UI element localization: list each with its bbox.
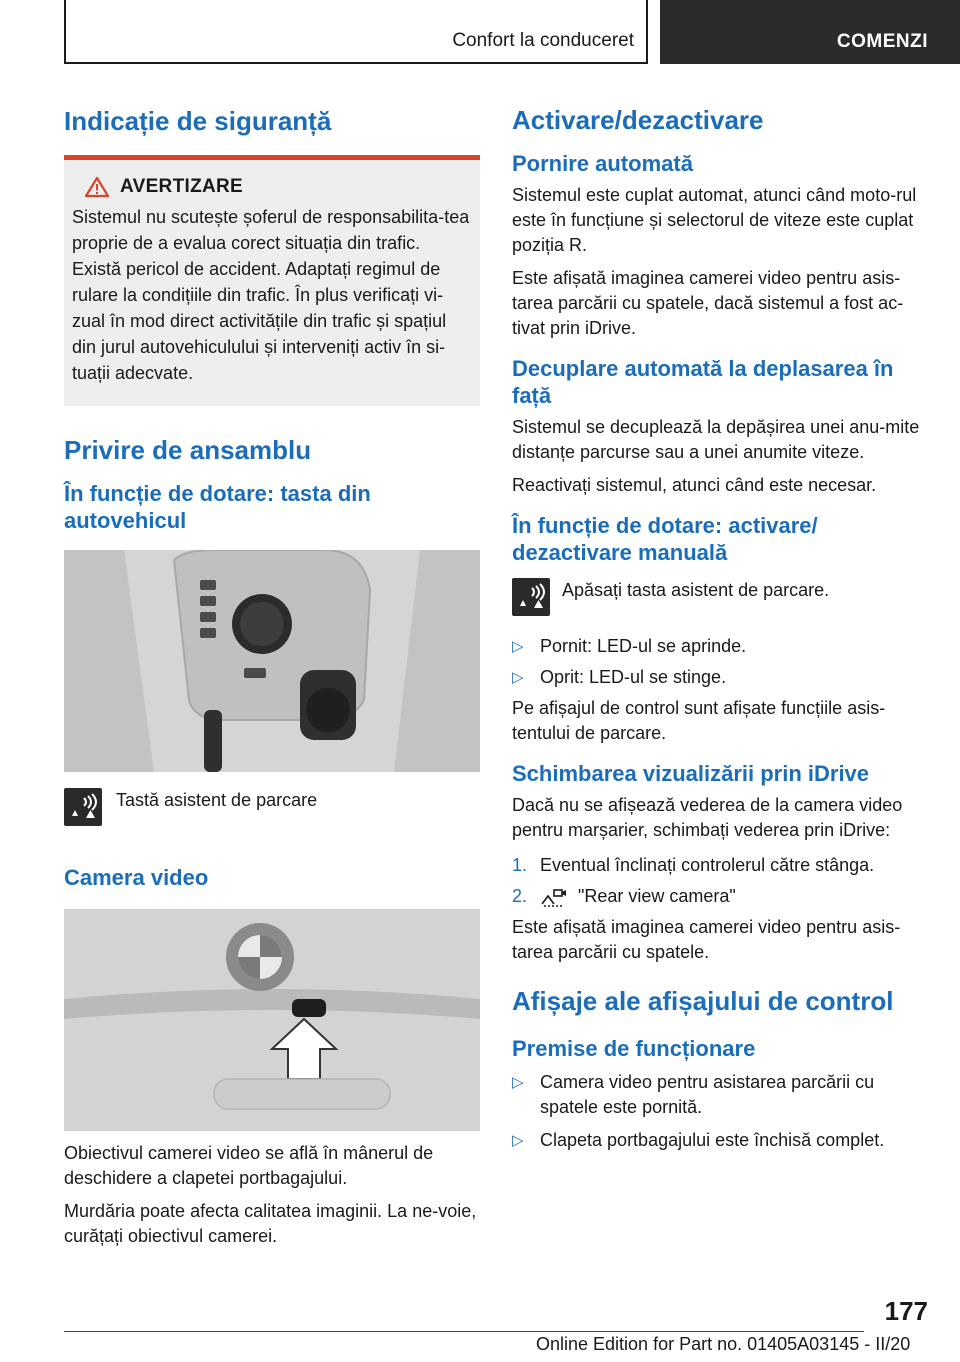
heading-auto-on: Pornire automată — [512, 151, 693, 176]
camera-photo — [64, 909, 480, 1131]
button-caption-row — [64, 788, 480, 826]
list-item — [512, 634, 928, 659]
heading-auto-off: Decuplare automată la deplasarea în față — [512, 356, 894, 408]
heading-switch-view: Schimbarea vizualizării prin iDrive — [512, 761, 870, 786]
header-chapter-tab — [660, 0, 960, 64]
auto-on-text-2: Este afișată imaginea camerei video pentru asis-tarea parcării cu spatele, dacă sistemul a fost ac-tivat prin iDrive. — [512, 268, 904, 338]
step-number: 1. — [512, 855, 528, 875]
heading-button: În funcție de dotare: tasta din autovehicul — [64, 481, 371, 533]
step-text: "Rear view camera" — [578, 886, 736, 906]
manual-icon-text: Apăsați tasta asistent de parcare. — [562, 580, 830, 600]
heading-safety: Indicație de siguranță — [64, 106, 332, 136]
camera-text-2: Murdăria poate afecta calitatea imaginii. La ne-voie, curățați obiectivul camerei. — [64, 1201, 477, 1246]
warning-box — [64, 155, 480, 406]
button-caption: Tastă asistent de parcare — [116, 790, 318, 810]
bullet-triangle-icon: ▷ — [512, 1074, 524, 1091]
bullet-text: Pornit: LED-ul se aprinde. — [540, 636, 747, 656]
bullet-text: Clapeta portbagajului este închisă complet. — [540, 1130, 885, 1150]
heading-activation: Activare/dezactivare — [512, 105, 764, 135]
header-section-title: Confort la conduceret — [452, 30, 634, 51]
button-photo — [64, 550, 480, 772]
list-item — [512, 665, 928, 690]
heading-manual: În funcție de dotare: activare/ dezactivare manuală — [512, 513, 818, 565]
heading-overview: Privire de ansamblu — [64, 435, 312, 465]
prereq-bullets — [512, 1070, 928, 1153]
auto-on-text-1: Sistemul este cuplat automat, atunci când moto-rul este în funcțiune și selectorul de viteze este cuplat poziția R. — [512, 185, 917, 255]
warning-title: AVERTIZARE — [120, 176, 243, 197]
camera-text-1: Obiectivul camerei video se află în mânerul de deschidere a clapetei portbagajului. — [64, 1143, 434, 1188]
bullet-triangle-icon: ▷ — [512, 669, 524, 686]
auto-off-text-1: Sistemul se decuplează la depășirea unei anu-mite distanțe parcurse sau a unei anumite viteze. — [512, 417, 920, 462]
switch-text-2: Este afișată imaginea camerei video pentru asis-tarea parcării cu spatele. — [512, 917, 901, 962]
manual-icon-row — [512, 578, 928, 616]
footer-edition: Online Edition for Part no. 01405A03145 - II/20 — [536, 1334, 911, 1354]
heading-prereq: Premise de funcționare — [512, 1036, 756, 1061]
list-item — [512, 853, 928, 878]
right-column — [512, 96, 928, 1153]
heading-displays: Afișaje ale afișajului de control — [512, 986, 894, 1016]
parking-assistant-icon — [512, 578, 550, 616]
parking-assistant-icon — [64, 788, 102, 826]
header-section-tab — [64, 0, 648, 64]
list-item — [512, 884, 928, 909]
manual-bullets — [512, 634, 928, 690]
console-illustration — [64, 550, 480, 772]
heading-camera: Camera video — [64, 865, 209, 890]
bullet-text: Oprit: LED-ul se stinge. — [540, 667, 727, 687]
warning-triangle-icon — [84, 176, 110, 198]
left-column — [64, 96, 480, 1249]
warning-text: Sistemul nu scutește șoferul de responsabilita-tea proprie de a evalua corect situația din trafic. Există pericol de accident. Adaptați regimul de rulare la condițiile din trafic. În plus verificați vi-zual în mod direct activitățile din trafic și spațiul din jurul autovehiculului și interveniți activ în si-tuații adecvate. — [72, 207, 470, 383]
list-item — [512, 1128, 928, 1153]
list-item — [512, 1070, 928, 1120]
auto-off-text-2: Reactivați sistemul, atunci când este necesar. — [512, 475, 877, 495]
rear-view-camera-icon — [540, 886, 568, 908]
page-number: 177 — [884, 1296, 928, 1326]
step-number: 2. — [512, 886, 528, 906]
bullet-text: Camera video pentru asistarea parcării cu spatele este pornită. — [540, 1072, 875, 1117]
footer-divider — [64, 1331, 864, 1332]
steps-list — [512, 853, 928, 909]
camera-illustration — [64, 909, 480, 1131]
bullet-triangle-icon: ▷ — [512, 1132, 524, 1149]
step-text: Eventual înclinați controlerul către stânga. — [540, 855, 875, 875]
bullet-triangle-icon: ▷ — [512, 638, 524, 655]
manual-text: Pe afișajul de control sunt afișate funcțiile asis-tentului de parcare. — [512, 698, 886, 743]
warning-header — [84, 176, 472, 198]
switch-text: Dacă nu se afișează vederea de la camera video pentru marșarier, schimbați vederea prin iDrive: — [512, 795, 903, 840]
header-chapter-title: COMENZI — [836, 31, 928, 52]
